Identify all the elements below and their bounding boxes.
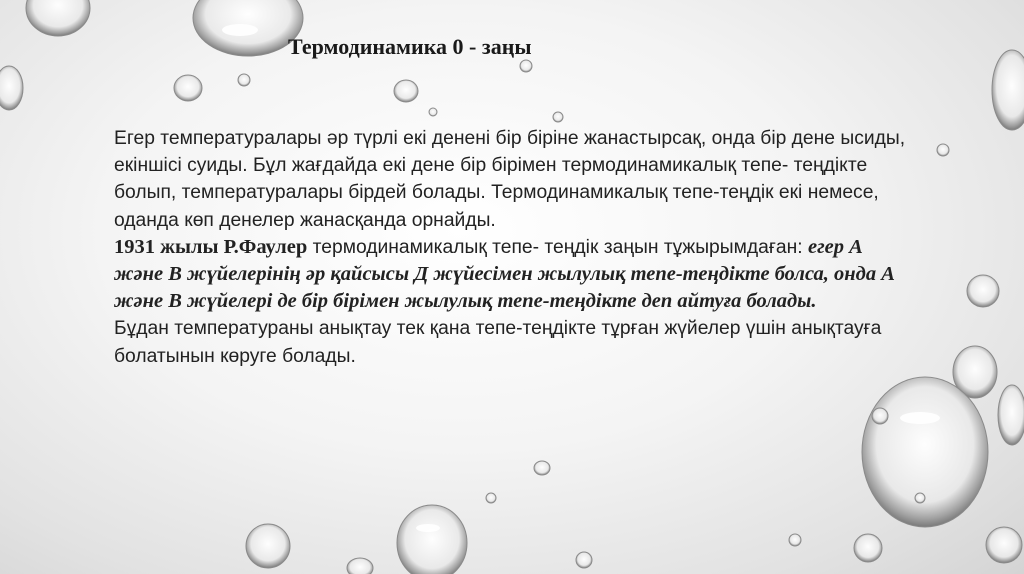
drop — [967, 275, 999, 307]
drop — [789, 534, 801, 546]
drop — [429, 108, 437, 116]
drop — [534, 461, 550, 475]
drop — [576, 552, 592, 568]
drop — [872, 408, 888, 424]
drop — [486, 493, 496, 503]
drop — [26, 0, 90, 36]
paragraph-temperature: Бұдан температураны анықтау тек қана тепе-теңдікте тұрған жүйелер үшін анықтауға болатынын көруге болады. — [114, 318, 882, 367]
drop — [394, 80, 418, 102]
drop — [397, 505, 467, 574]
drop — [0, 66, 23, 110]
drop — [854, 534, 882, 562]
drop — [862, 377, 988, 527]
drop — [915, 493, 925, 503]
drop — [992, 50, 1024, 130]
zeroth-law-statement: егер А және В жүйелерінің әр қайсысы Д жүйесімен жылулық тепе-теңдікте болса, онда А және В жүйелері де бір бірімен жылулық тепе-теңдікте деп айтуға болады. — [114, 235, 895, 313]
slide-body — [114, 125, 914, 370]
drop — [937, 144, 949, 156]
drop — [246, 524, 290, 568]
drop — [998, 385, 1024, 445]
fowler-intro: термодинамикалық тепе- теңдік заңын тұжырымдаған: — [307, 236, 808, 258]
drop — [238, 74, 250, 86]
drop — [553, 112, 563, 122]
drop — [347, 558, 373, 574]
paragraph-fowler — [114, 234, 914, 316]
slide-title: Термодинамика 0 - заңы — [288, 34, 532, 59]
drop — [986, 527, 1022, 563]
paragraph-contact: Егер температуралары әр түрлі екі денені бір біріне жанастырсақ, онда бір дене ысиды, екіншісі суиды. Бұл жағдайда екі дене бір бірімен термодинамикалық тепе- теңдікте болып, температуралары бірдей болады. Термодинамикалық тепе-теңдік екі немесе, оданда көп денелер жанасқанда орнайды. — [114, 128, 906, 231]
drop — [174, 75, 202, 101]
fowler-reference: 1931 жылы Р.Фаулер — [114, 235, 308, 258]
drop — [520, 60, 532, 72]
